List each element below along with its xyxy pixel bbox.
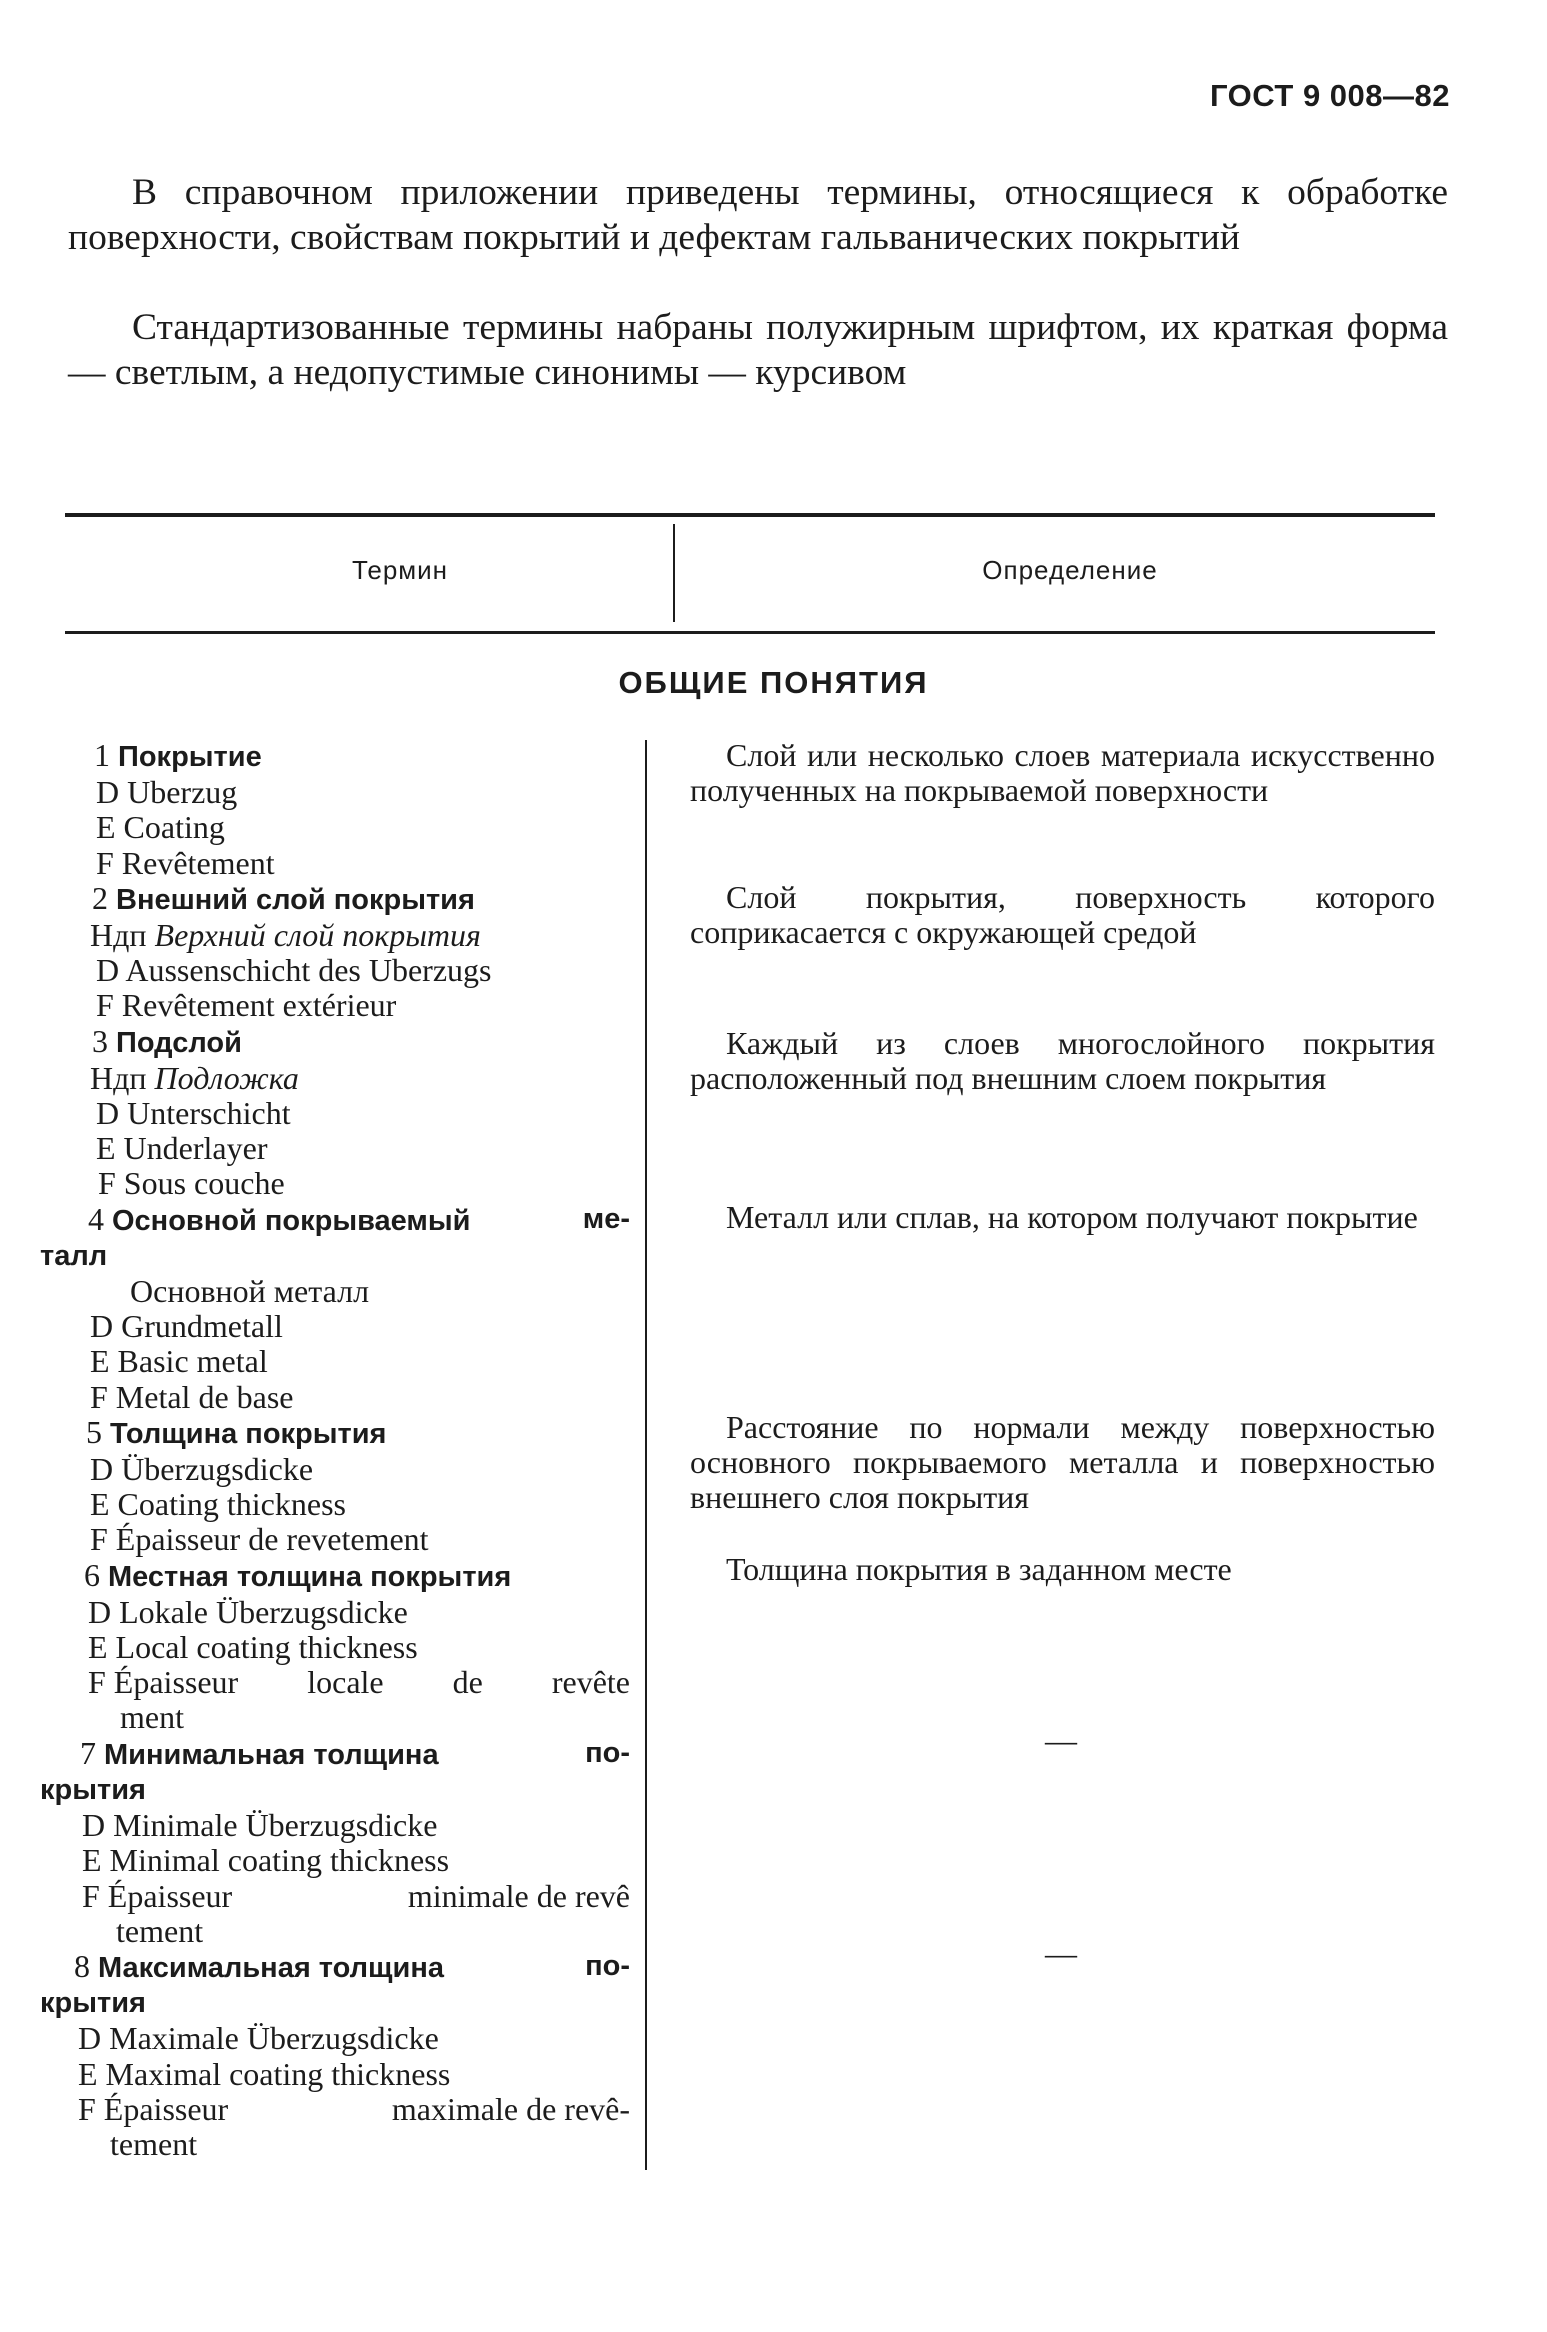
term-lang-line: D Uberzug [96,774,238,811]
term-lang-continuation: tement [110,2125,198,2162]
term-lang-line: D Minimale Überzugsdicke [82,1807,438,1844]
definition-6: Толщина покрытия в заданном месте [726,1551,1232,1587]
term-ndp-line: Ндп Подложка [90,1059,299,1096]
term-name: Покрытие [118,741,262,773]
term-lang-line: F Épaisseur maximale de revê- [78,2090,630,2127]
term-name: Толщина покрытия [110,1417,387,1450]
definition-5: Расстояние по нормали между поверхностью основного покрываемого металла и поверхностью внешнего слоя покрытия [690,1409,1435,1515]
term-lang-line: D Lokale Überzugsdicke [88,1593,408,1630]
term-name: Подслой [116,1026,242,1059]
term-lang-line: E Local coating thickness [88,1629,418,1666]
term-lang-line: D Unterschicht [96,1095,291,1132]
term-lang-line: E Coating [96,809,225,846]
term-number: 2 [92,879,108,916]
section-title: ОБЩИЕ ПОНЯТИЯ [618,665,929,700]
term-rejected-synonym: Верхний слой покрытия [154,917,481,954]
definition-1: Слой или несколько слоев материала искусственно полученных на покрываемой поверхности [690,737,1435,808]
term-lang-line: F Épaisseur de revetement [90,1521,429,1558]
term-entry: 7 Минимальная толщина по- [80,1734,630,1771]
term-name: Внешний слой покрытия [116,883,475,916]
term-number: 3 [92,1022,108,1059]
term-lang-line: E Maximal coating thickness [78,2055,451,2092]
term-entry [40,1415,630,1452]
term-entry: 4 Основной покрываемый ме- [88,1200,630,1237]
definition-4: Металл или сплав, на котором получают покрытие [726,1199,1418,1235]
term-lang-line: F Metal de base [90,1378,294,1415]
term-number: 7 [80,1734,96,1771]
term-lang-line: E Basic metal [90,1343,268,1380]
term-name-continuation: крытия [40,1773,146,1806]
intro-paragraph-2: Стандартизованные термины набраны полужирным шрифтом, их краткая форма — светлым, а недопустимые синонимы — курсивом [68,307,1448,393]
term-entry [40,1024,630,1061]
column-header-term: Термин [351,555,449,585]
term-name-continuation: талл [40,1239,108,1272]
term-lang-line: D Grundmetall [90,1308,283,1345]
term-lang-line: F Épaisseur locale de revête [88,1664,630,1701]
term-entry [40,738,630,775]
term-lang-line: F Revêtement extérieur [96,987,397,1024]
term-lang-line: E Underlayer [96,1130,268,1167]
term-short-form: Основной металл [130,1273,370,1310]
term-entry [40,881,630,918]
intro-paragraph-1: В справочном приложении приведены термины, относящиеся к обработке поверхности, свойствам покрытий и дефектам гальванических покрытий [68,172,1448,258]
header-column-divider [673,524,675,622]
term-name: Максимальная толщина [98,1951,444,1984]
term-number: 1 [94,737,110,773]
term-name: Основной покрываемый [112,1204,471,1237]
term-entry [40,1558,630,1595]
table-top-rule [65,513,1435,517]
document-code: ГОСТ 9 008—82 [1210,78,1450,113]
term-name: Минимальная толщина [104,1738,439,1771]
term-lang-line: F Sous couche [98,1165,285,1202]
term-rejected-synonym: Подложка [154,1059,299,1096]
term-lang-line: E Coating thickness [90,1486,346,1523]
definition-2: Слой покрытия, поверхность которого соприкасается с окружающей средой [690,879,1435,950]
definition-7: — [1045,1722,1077,1758]
term-number: 4 [88,1200,104,1237]
term-number: 6 [84,1556,100,1593]
term-name-continuation: крытия [40,1987,146,2020]
term-lang-line: D Aussenschicht des Uberzugs [96,952,492,989]
term-lang-line: D Maximale Überzugsdicke [78,2020,439,2057]
term-lang-line: F Revêtement [96,844,275,881]
table-header-rule [65,631,1435,634]
term-entry: 8 Максимальная толщина по- [74,1947,630,1984]
terms-column [40,738,630,2162]
term-lang-continuation: ment [120,1699,184,1736]
term-lang-line: F Épaisseur minimale de revê [82,1877,630,1914]
term-lang-line: D Überzugsdicke [90,1451,314,1488]
column-header-definition: Определение [982,555,1158,585]
term-number: 5 [86,1413,102,1450]
term-number: 8 [74,1947,90,1984]
definition-3: Каждый из слоев многослойного покрытия расположенный под внешним слоем покрытия [690,1025,1435,1096]
term-name: Местная толщина покрытия [108,1560,512,1593]
term-ndp-line: Ндп Верхний слой покрытия [90,917,481,954]
term-lang-line: E Minimal coating thickness [82,1842,450,1879]
term-lang-continuation: tement [116,1912,204,1949]
body-column-divider [645,740,647,2170]
definition-8: — [1045,1935,1077,1971]
